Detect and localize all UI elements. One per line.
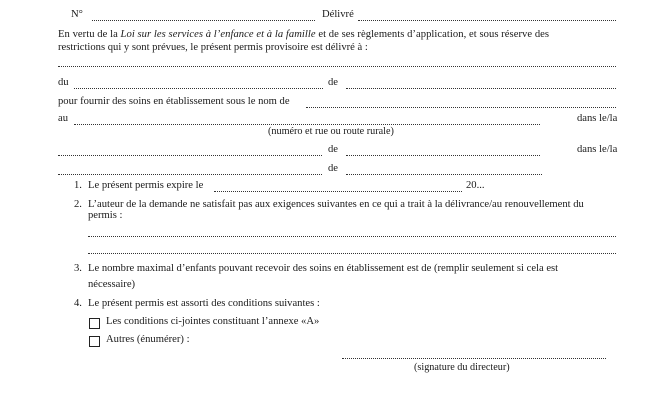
item-1-year: 20... [466,180,485,191]
signature-line[interactable] [342,358,606,359]
de-field-2[interactable] [346,155,540,156]
preamble-text-start: En vertu de la [58,29,121,40]
establishment-name-field[interactable] [306,107,616,108]
item-1-text: Le présent permis expire le [88,180,204,191]
item-3-number: 3. [74,263,82,274]
item-4-text: Le présent permis est assorti des conditions suivantes : [88,298,320,309]
item-4-number: 4. [74,298,82,309]
annex-a-checkbox[interactable] [89,318,100,329]
au-label: au [58,113,68,124]
address-field[interactable] [74,124,540,125]
other-conditions-checkbox[interactable] [89,336,100,347]
de-label-1: de [328,77,338,88]
signature-caption: (signature du directeur) [414,362,510,373]
expiry-date-field[interactable] [214,191,462,192]
du-field[interactable] [74,88,323,89]
preamble-line-2: restrictions qui y sont prévues, le présent permis provisoire est délivré à : [58,42,368,53]
permit-number-field[interactable] [92,20,315,21]
municipality-field[interactable] [58,155,322,156]
preamble-text-end: et de ses règlements d’application, et sous réserve des [315,29,550,40]
requirements-line-2[interactable] [88,253,616,254]
de-field-1[interactable] [346,88,616,89]
item-2-text-cont: permis : [88,210,123,221]
item-3-text: Le nombre maximal d’enfants pouvant recevoir des soins en établissement est de (remplir seulement si cela est [88,263,559,274]
de-label-2: de [328,144,338,155]
dans-label-1: dans le/la [577,113,618,124]
dans-label-2: dans le/la [577,144,618,155]
number-label: N° [71,9,83,20]
preamble-line-1 [58,29,623,41]
item-2-text: L’auteur de la demande ne satisfait pas aux exigences suivantes en ce qui a trait à la délivrance/au renouvellement du [88,199,584,210]
item-1-number: 1. [74,180,82,191]
item-3-text-cont: nécessaire) [88,279,136,290]
de-field-3[interactable] [346,174,542,175]
licensee-name-field[interactable] [58,66,616,67]
de-label-3: de [328,163,338,174]
address-caption: (numéro et rue ou route rurale) [268,126,394,137]
delivered-label: Délivré [322,9,354,20]
care-text: pour fournir des soins en établissement sous le nom de [58,96,290,107]
other-conditions-label: Autres (énumérer) : [106,334,190,345]
law-title: Loi sur les services à l’enfance et à la famille [120,29,316,40]
region-field[interactable] [58,174,322,175]
annex-a-label: Les conditions ci-jointes constituant l’annexe «A» [106,316,320,327]
requirements-line-1[interactable] [88,236,616,237]
du-label: du [58,77,69,88]
delivered-date-field[interactable] [358,20,616,21]
item-2-number: 2. [74,199,82,210]
